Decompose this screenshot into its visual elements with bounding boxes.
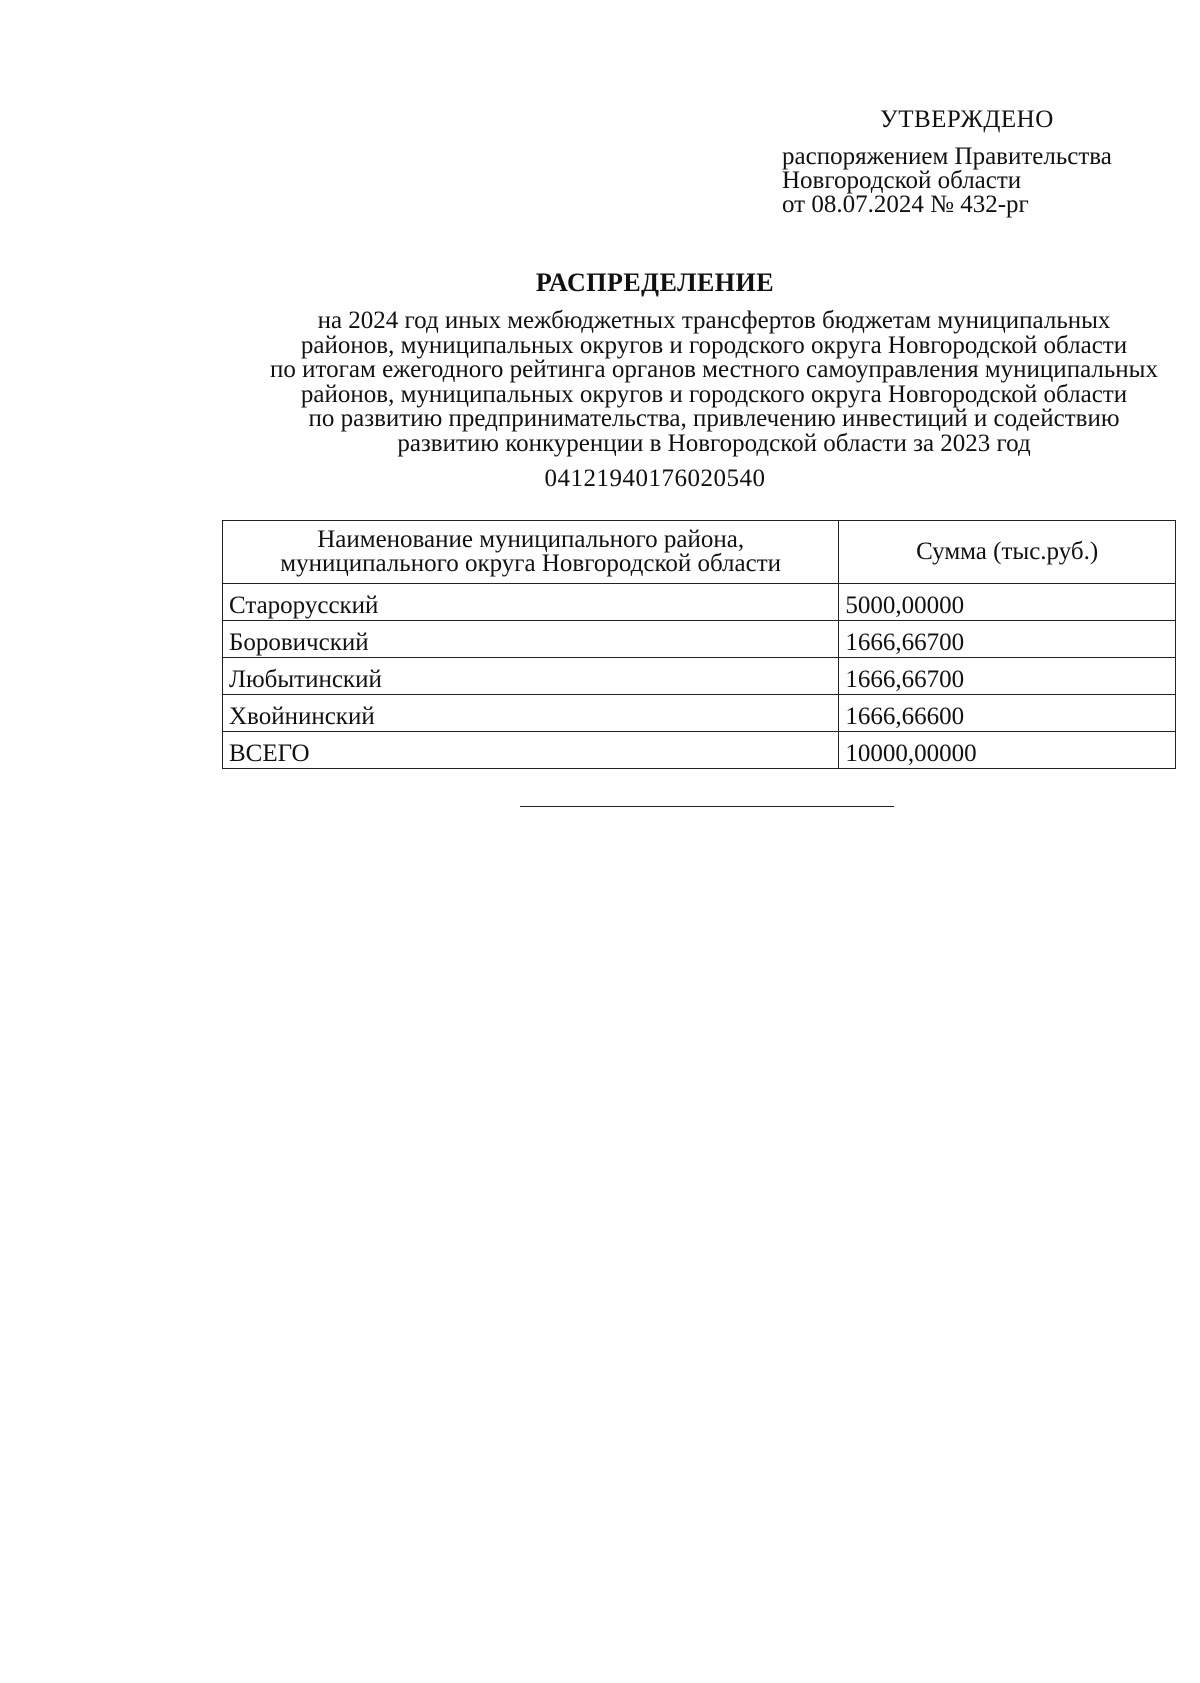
header-sum-cell: Сумма (тыс.руб.) xyxy=(839,521,1176,584)
table-total-row xyxy=(223,732,1176,769)
subtitle-line: районов, муниципальных округов и городского округа Новгородской области xyxy=(300,331,1128,359)
table-header-row xyxy=(223,521,1176,584)
document-title: РАСПРЕДЕЛЕНИЕ xyxy=(535,268,775,297)
amount-cell: 1666,66600 xyxy=(839,695,1176,732)
district-name-cell: Боровичский xyxy=(223,621,839,658)
total-label-cell: ВСЕГО xyxy=(223,732,839,769)
table-row xyxy=(223,658,1176,695)
subtitle-line: районов, муниципальных округов и городского округа Новгородской области xyxy=(300,380,1128,408)
total-amount-cell: 10000,00000 xyxy=(839,732,1176,769)
header-name-line: Наименование муниципального района, xyxy=(317,526,745,553)
table-row xyxy=(223,621,1176,658)
district-name-cell: Любытинский xyxy=(223,658,839,695)
subtitle-line: по итогам ежегодного рейтинга органов местного самоуправления муниципальных xyxy=(270,356,1158,383)
subtitle-line: на 2024 год иных межбюджетных трансфертов бюджетам муниципальных xyxy=(317,307,1111,334)
approval-line: от 08.07.2024 № 432-рг xyxy=(782,191,1029,218)
amount-cell: 1666,66700 xyxy=(839,658,1176,695)
header-name-cell xyxy=(223,521,839,584)
district-name-cell: Старорусский xyxy=(223,584,839,621)
approval-stamp xyxy=(782,106,1182,217)
distribution-table xyxy=(222,520,1176,769)
district-name-cell: Хвойнинский xyxy=(223,695,839,732)
subtitle-line: развитию конкуренции в Новгородской области за 2023 год xyxy=(397,429,1031,457)
document-subtitle xyxy=(214,309,1200,456)
header-name-line: муниципального округа Новгородской области xyxy=(280,550,782,577)
approval-line: Новгородской области xyxy=(782,167,1022,194)
approval-heading: УТВЕРЖДЕНО xyxy=(880,106,1054,133)
subtitle-line: по развитию предпринимательства, привлечению инвестиций и содействию xyxy=(308,405,1120,432)
amount-cell: 1666,66700 xyxy=(839,621,1176,658)
approval-details xyxy=(782,145,1182,217)
approval-line: распоряжением Правительства xyxy=(782,143,1112,170)
document-code: 04121940176020540 xyxy=(544,465,766,492)
table-row xyxy=(223,584,1176,621)
end-divider xyxy=(520,806,894,807)
amount-cell: 5000,00000 xyxy=(839,584,1176,621)
table-row xyxy=(223,695,1176,732)
